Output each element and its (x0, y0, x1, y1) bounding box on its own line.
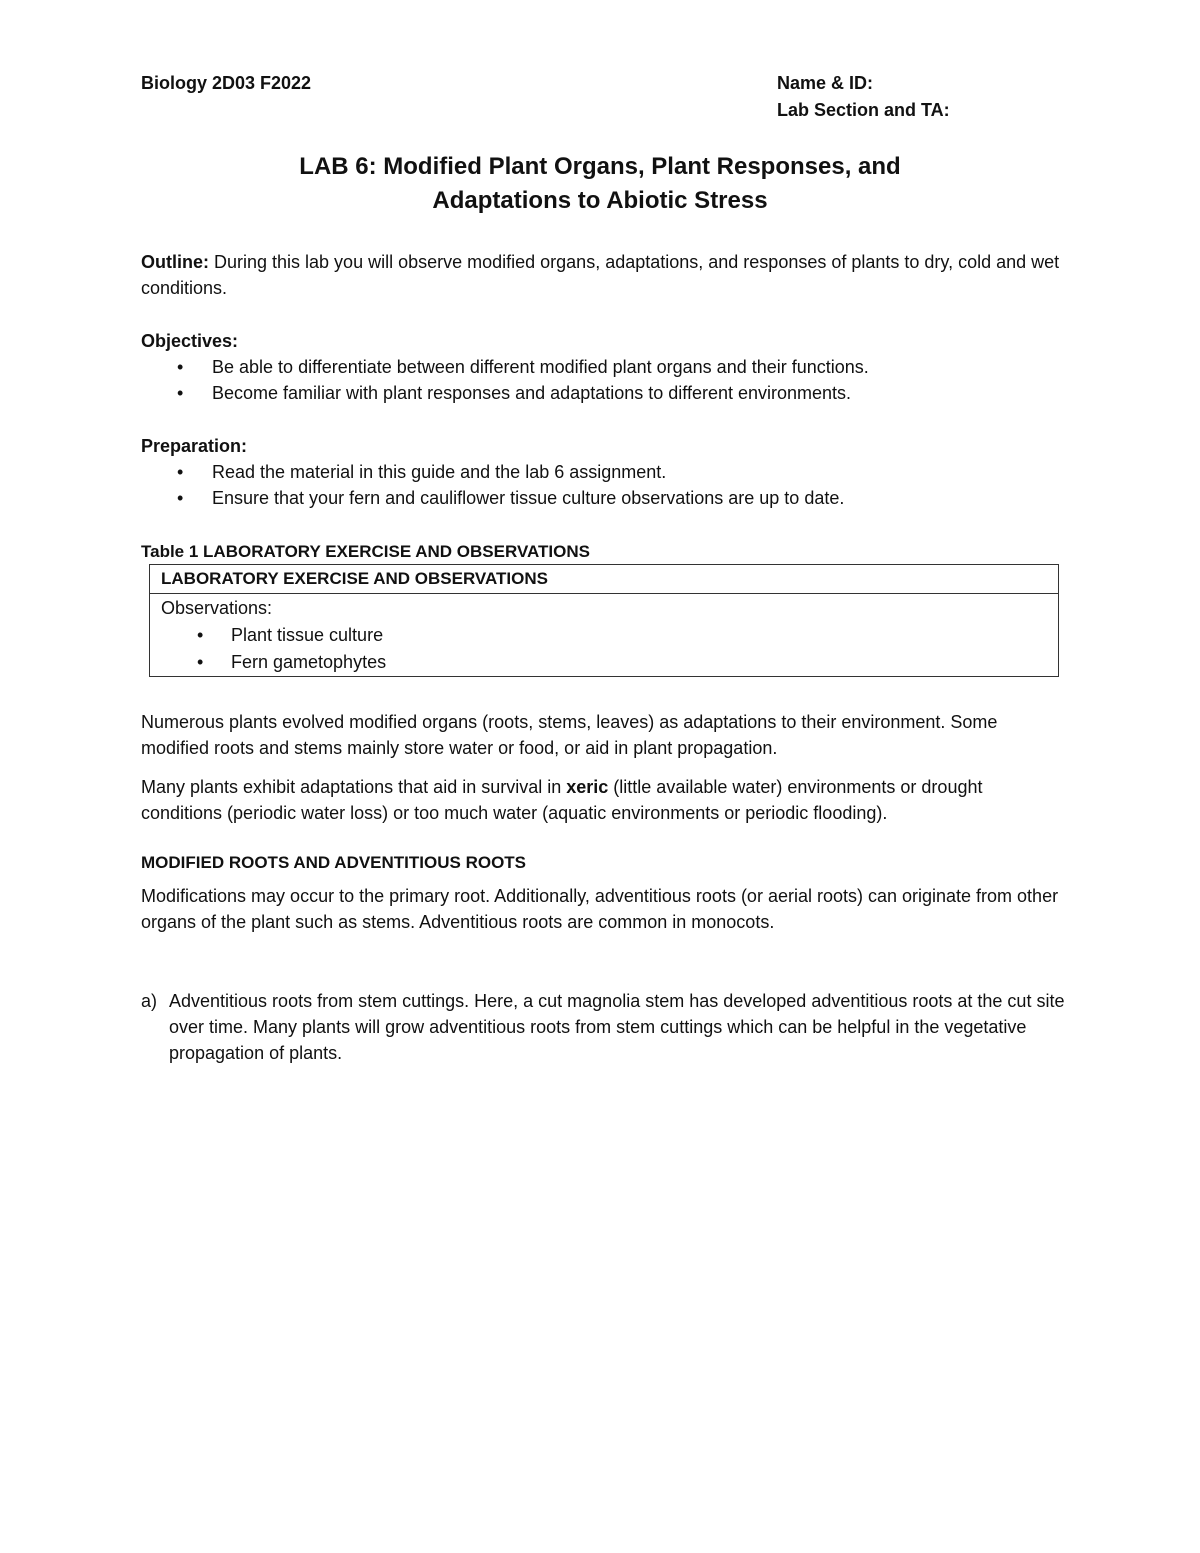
title-line-1: LAB 6: Modified Plant Organs, Plant Responses, and (299, 153, 901, 180)
intro-paragraph-1: Numerous plants evolved modified organs (roots, stems, leaves) as adaptations to their environment. Some modified roots and stems mainly store water or food, or aid in plant propagation. (141, 712, 998, 758)
objective-text: Be able to differentiate between different modified plant organs and their functions. (212, 357, 869, 377)
bullet-icon: • (197, 652, 204, 672)
outline-paragraph (141, 249, 1061, 301)
bullet-icon: • (177, 357, 184, 377)
list-item (141, 380, 1061, 406)
preparation-list (141, 459, 1061, 511)
modified-roots-paragraph: Modifications may occur to the primary root. Additionally, adventitious roots (or aerial roots) can originate from other organs of the plant such as stems. Adventitious roots are common in monocots. (141, 886, 1059, 932)
bullet-icon: • (177, 488, 184, 508)
table-caption: Table 1 LABORATORY EXERCISE AND OBSERVATIONS (141, 542, 590, 561)
intro-text-end: (little available water) environments or drought conditions (periodic water loss) or too much water (aquatic environments or periodic flooding). (141, 777, 983, 823)
list-item (141, 354, 1061, 380)
bullet-icon: • (177, 383, 184, 403)
observation-text: Fern gametophytes (231, 652, 387, 672)
page-title (200, 150, 1000, 218)
intro-paragraph-2 (141, 774, 1061, 826)
item-a-text: Adventitious roots from stem cuttings. Here, a cut magnolia stem has developed adventitious roots at the cut site over time. Many plants will grow adventitious roots from stem cuttings which can be helpful in the vegetative propagation of plants. (169, 991, 1065, 1063)
objectives-heading: Objectives: (141, 331, 239, 351)
list-item (161, 649, 1047, 676)
outline-text: During this lab you will observe modified organs, adaptations, and responses of plants to dry, cold and wet conditions. (141, 252, 1060, 298)
observations-table (149, 564, 1059, 677)
item-marker: a) (141, 991, 158, 1011)
preparation-heading: Preparation: (141, 436, 248, 456)
name-id-label: Name & ID: (777, 73, 874, 93)
preparation-text: Ensure that your fern and cauliflower tissue culture observations are up to date. (212, 488, 845, 508)
bullet-icon: • (177, 462, 184, 482)
lab-section-label: Lab Section and TA: (777, 100, 950, 120)
bullet-icon: • (197, 625, 204, 645)
preparation-section (141, 433, 1061, 511)
table-body (150, 594, 1058, 676)
list-item (141, 485, 1061, 511)
objectives-section (141, 328, 1061, 406)
table-header: LABORATORY EXERCISE AND OBSERVATIONS (150, 565, 1058, 594)
observations-label: Observations: (161, 598, 273, 618)
course-code: Biology 2D03 F2022 (141, 73, 312, 93)
observations-list (161, 622, 1047, 676)
observation-text: Plant tissue culture (231, 625, 384, 645)
list-item (161, 622, 1047, 649)
objectives-list (141, 354, 1061, 406)
list-item (141, 459, 1061, 485)
preparation-text: Read the material in this guide and the lab 6 assignment. (212, 462, 667, 482)
intro-text-start: Many plants exhibit adaptations that aid in survival in (141, 777, 567, 797)
title-line-2: Adaptations to Abiotic Stress (432, 187, 768, 214)
xeric-term: xeric (566, 777, 609, 797)
outline-label: Outline: (141, 252, 209, 272)
objective-text: Become familiar with plant responses and adaptations to different environments. (212, 383, 852, 403)
modified-roots-heading: MODIFIED ROOTS AND ADVENTITIOUS ROOTS (141, 853, 527, 872)
